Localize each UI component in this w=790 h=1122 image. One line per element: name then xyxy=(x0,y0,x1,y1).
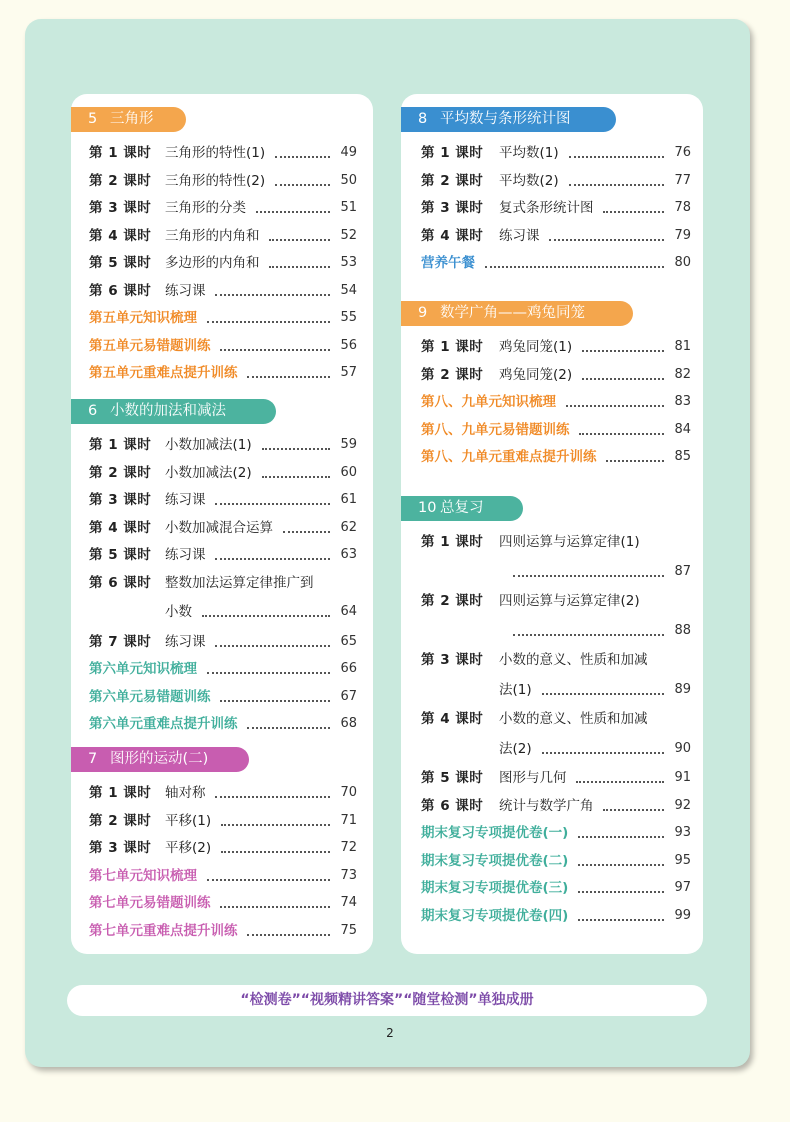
toc-entry[interactable] xyxy=(89,659,357,679)
entry-title: 练习课 xyxy=(499,227,540,244)
toc-entry[interactable] xyxy=(89,838,357,858)
page-number-ref: 89 xyxy=(674,681,691,697)
page-number-ref: 81 xyxy=(674,339,691,354)
lesson-label: 第 2 课时 xyxy=(89,172,152,189)
toc-entry[interactable] xyxy=(89,573,357,593)
entry-title: 三角形的内角和 xyxy=(165,227,260,244)
toc-entry-continuation[interactable] xyxy=(421,680,691,700)
toc-entry[interactable] xyxy=(89,545,357,565)
toc-entry[interactable] xyxy=(89,687,357,707)
dot-leader xyxy=(566,405,664,407)
toc-entry[interactable] xyxy=(421,143,691,163)
unit-title: 平均数与条形统计图 xyxy=(440,111,571,127)
unit-header-5 xyxy=(71,107,186,132)
toc-entry[interactable] xyxy=(89,253,357,273)
page-number-ref: 52 xyxy=(340,227,357,243)
page-number-ref: 75 xyxy=(340,922,357,938)
dot-leader xyxy=(247,934,330,936)
dot-leader xyxy=(485,266,664,268)
page-number-ref: 79 xyxy=(674,227,691,243)
page-number-ref: 88 xyxy=(674,622,691,638)
page-number-ref: 93 xyxy=(674,825,691,840)
toc-entry-continuation[interactable] xyxy=(421,562,691,582)
page-number-ref: 67 xyxy=(340,688,357,704)
lesson-label: 第 1 课时 xyxy=(89,437,152,453)
lesson-label: 第 1 课时 xyxy=(421,145,484,161)
entry-title: 期末复习专项提优卷(三) xyxy=(421,880,569,896)
page-number-ref: 51 xyxy=(340,200,357,215)
dot-leader xyxy=(215,503,330,505)
toc-entry[interactable] xyxy=(89,866,357,886)
entry-title: 第八、九单元重难点提升训练 xyxy=(421,449,597,465)
toc-entry[interactable] xyxy=(421,420,691,440)
toc-entry[interactable] xyxy=(89,336,357,356)
page-number-ref: 61 xyxy=(340,492,357,507)
dot-leader xyxy=(569,184,664,186)
entry-title: 第五单元知识梳理 xyxy=(89,310,197,326)
toc-entry-continuation[interactable] xyxy=(89,602,357,622)
toc-entry[interactable] xyxy=(89,783,357,803)
page-number: 2 xyxy=(386,1026,394,1040)
dot-leader xyxy=(215,796,330,798)
lesson-label: 第 5 课时 xyxy=(421,770,484,786)
dot-leader xyxy=(576,781,664,783)
dot-leader xyxy=(603,211,664,213)
entry-title: 复式条形统计图 xyxy=(499,200,594,216)
entry-title: 期末复习专项提优卷(一) xyxy=(421,825,569,841)
entry-title: 第七单元重难点提升训练 xyxy=(89,922,238,939)
dot-leader xyxy=(569,156,664,158)
entry-title: 期末复习专项提优卷(二) xyxy=(421,852,569,869)
page-number-ref: 60 xyxy=(340,464,357,480)
toc-entry[interactable] xyxy=(89,921,357,941)
dot-leader xyxy=(542,693,664,695)
unit-title: 图形的运动(二) xyxy=(110,751,209,767)
entry-title-continuation: 小数 xyxy=(165,604,192,620)
dot-leader xyxy=(513,575,664,577)
lesson-label: 第 5 课时 xyxy=(89,255,152,271)
page-number-ref: 57 xyxy=(340,365,357,380)
lesson-label: 第 4 课时 xyxy=(421,227,484,244)
entry-title: 多边形的内角和 xyxy=(165,255,260,271)
lesson-label: 第 2 课时 xyxy=(421,172,484,189)
entry-title: 平移(2) xyxy=(165,840,212,856)
toc-entry[interactable] xyxy=(421,823,691,843)
entry-title: 小数的意义、性质和加减 xyxy=(499,711,648,727)
entry-title: 第五单元易错题训练 xyxy=(89,337,211,354)
unit-header-7 xyxy=(71,747,249,772)
page-number-ref: 84 xyxy=(674,421,691,437)
dot-leader xyxy=(207,879,330,881)
lesson-label: 第 3 课时 xyxy=(89,840,152,856)
lesson-label: 第 2 课时 xyxy=(89,812,152,829)
entry-title: 鸡兔同笼(2) xyxy=(499,366,573,383)
lesson-label: 第 4 课时 xyxy=(89,519,152,536)
dot-leader xyxy=(256,211,330,213)
dot-leader xyxy=(578,919,664,921)
page-number-ref: 64 xyxy=(340,604,357,619)
entry-title-continuation: 法(1) xyxy=(499,681,532,698)
entry-title: 平均数(1) xyxy=(499,145,559,161)
entry-title: 小数加减法(2) xyxy=(165,464,252,481)
page-number-ref: 54 xyxy=(340,282,357,298)
footer-note: “检测卷”“视频精讲答案”“随堂检测”单独成册 xyxy=(67,985,707,1016)
entry-title: 统计与数学广角 xyxy=(499,797,594,814)
page-number-ref: 91 xyxy=(674,770,691,785)
dot-leader xyxy=(207,321,330,323)
toc-entry[interactable] xyxy=(89,490,357,510)
dot-leader xyxy=(513,634,664,636)
dot-leader xyxy=(215,558,330,560)
page-number-ref: 83 xyxy=(674,394,691,409)
entry-title: 整数加法运算定律推广到 xyxy=(165,574,314,591)
entry-title: 平移(1) xyxy=(165,812,212,829)
toc-entry[interactable] xyxy=(89,893,357,913)
page-number-ref: 95 xyxy=(674,852,691,868)
page-number-ref: 66 xyxy=(340,661,357,676)
dot-leader xyxy=(207,672,330,674)
unit-title: 三角形 xyxy=(110,111,154,127)
entry-title: 小数的意义、性质和加减 xyxy=(499,652,648,668)
lesson-label: 第 1 课时 xyxy=(89,785,152,801)
entry-title: 轴对称 xyxy=(165,785,206,801)
toc-entry[interactable] xyxy=(421,532,691,552)
dot-leader xyxy=(275,184,330,186)
dot-leader xyxy=(247,376,330,378)
toc-entry-continuation[interactable] xyxy=(421,621,691,641)
dot-leader xyxy=(578,836,664,838)
dot-leader xyxy=(215,645,330,647)
entry-title: 三角形的特性(2) xyxy=(165,172,266,189)
toc-entry[interactable] xyxy=(421,171,691,191)
dot-leader xyxy=(220,349,330,351)
page-number-ref: 49 xyxy=(340,145,357,160)
toc-entry[interactable] xyxy=(89,463,357,483)
toc-entry[interactable] xyxy=(421,365,691,385)
unit-header-10 xyxy=(401,496,523,521)
lesson-label: 第 2 课时 xyxy=(421,593,484,609)
unit-number: 7 xyxy=(88,751,98,767)
dot-leader xyxy=(603,809,664,811)
entry-title: 练习课 xyxy=(165,633,206,650)
toc-entry[interactable] xyxy=(421,198,691,218)
toc-entry[interactable] xyxy=(89,308,357,328)
dot-leader xyxy=(220,906,330,908)
lesson-label: 第 4 课时 xyxy=(89,227,152,244)
lesson-label: 第 1 课时 xyxy=(421,534,484,550)
lesson-label: 第 3 课时 xyxy=(421,200,484,216)
entry-title: 第七单元知识梳理 xyxy=(89,867,197,884)
page-number-ref: 59 xyxy=(340,437,357,452)
entry-title: 期末复习专项提优卷(四) xyxy=(421,907,569,924)
toc-entry[interactable] xyxy=(421,768,691,788)
lesson-label: 第 5 课时 xyxy=(89,547,152,563)
dot-leader xyxy=(578,864,664,866)
dot-leader xyxy=(247,727,330,729)
dot-leader xyxy=(202,615,330,617)
entry-title: 四则运算与运算定律(2) xyxy=(499,593,640,609)
dot-leader xyxy=(582,378,664,380)
lesson-label: 第 4 课时 xyxy=(421,711,484,727)
entry-title: 第六单元易错题训练 xyxy=(89,688,211,705)
toc-entry[interactable] xyxy=(421,591,691,611)
toc-entry[interactable] xyxy=(421,392,691,412)
dot-leader xyxy=(269,266,330,268)
entry-title: 四则运算与运算定律(1) xyxy=(499,534,640,550)
toc-entry[interactable] xyxy=(421,796,691,816)
dot-leader xyxy=(275,156,330,158)
toc-entry[interactable] xyxy=(421,878,691,898)
toc-entry[interactable] xyxy=(421,226,691,246)
page-number-ref: 90 xyxy=(674,740,691,756)
entry-title: 第五单元重难点提升训练 xyxy=(89,365,238,381)
toc-entry[interactable] xyxy=(89,363,357,383)
dot-leader xyxy=(221,824,330,826)
dot-leader xyxy=(221,851,330,853)
page-number-ref: 77 xyxy=(674,172,691,188)
unit-title: 总复习 xyxy=(440,500,484,516)
toc-entry[interactable] xyxy=(89,143,357,163)
dot-leader xyxy=(220,700,330,702)
lesson-label: 第 6 课时 xyxy=(89,282,152,299)
page-number-ref: 62 xyxy=(340,519,357,535)
page-number-ref: 70 xyxy=(340,785,357,800)
page-number-ref: 76 xyxy=(674,145,691,160)
toc-entry[interactable] xyxy=(421,906,691,926)
toc-entry[interactable] xyxy=(89,811,357,831)
unit-header-6 xyxy=(71,399,276,424)
unit-header-8 xyxy=(401,107,616,132)
unit-number: 8 xyxy=(418,111,428,127)
entry-title: 营养午餐 xyxy=(421,255,475,271)
toc-entry[interactable] xyxy=(421,709,691,729)
entry-title: 平均数(2) xyxy=(499,172,559,189)
page-number-ref: 72 xyxy=(340,840,357,855)
page-number-ref: 85 xyxy=(674,449,691,464)
entry-title: 练习课 xyxy=(165,282,206,299)
lesson-label: 第 6 课时 xyxy=(89,574,152,591)
page-number-ref: 68 xyxy=(340,716,357,731)
toc-entry[interactable] xyxy=(421,851,691,871)
page-number-ref: 71 xyxy=(340,812,357,828)
dot-leader xyxy=(549,239,664,241)
page-number-ref: 97 xyxy=(674,880,691,895)
page-number-ref: 56 xyxy=(340,337,357,353)
toc-entry[interactable] xyxy=(89,632,357,652)
lesson-label: 第 3 课时 xyxy=(421,652,484,668)
entry-title: 第六单元重难点提升训练 xyxy=(89,716,238,732)
entry-title: 第六单元知识梳理 xyxy=(89,661,197,677)
entry-title: 小数加减混合运算 xyxy=(165,519,273,536)
dot-leader xyxy=(269,239,330,241)
lesson-label: 第 6 课时 xyxy=(421,797,484,814)
toc-entry[interactable] xyxy=(89,281,357,301)
dot-leader xyxy=(582,350,664,352)
unit-number: 5 xyxy=(88,111,98,127)
toc-entry[interactable] xyxy=(421,447,691,467)
toc-entry[interactable] xyxy=(89,714,357,734)
page-number-ref: 78 xyxy=(674,200,691,215)
unit-number: 10 xyxy=(418,500,437,516)
entry-title: 练习课 xyxy=(165,492,206,508)
unit-title: 小数的加法和减法 xyxy=(110,403,226,419)
page-number-ref: 55 xyxy=(340,310,357,325)
unit-title: 数学广角——鸡兔同笼 xyxy=(440,305,585,321)
page-number-ref: 65 xyxy=(340,633,357,649)
page-number-ref: 87 xyxy=(674,563,691,579)
page-number-ref: 74 xyxy=(340,895,357,910)
toc-entry[interactable] xyxy=(89,518,357,538)
lesson-label: 第 2 课时 xyxy=(421,366,484,383)
entry-title-continuation: 法(2) xyxy=(499,740,532,757)
entry-title: 三角形的分类 xyxy=(165,200,246,216)
entry-title: 第七单元易错题训练 xyxy=(89,895,211,911)
lesson-label: 第 3 课时 xyxy=(89,200,152,216)
page-number-ref: 50 xyxy=(340,172,357,188)
dot-leader xyxy=(283,531,330,533)
page-number-ref: 63 xyxy=(340,547,357,562)
toc-entry[interactable] xyxy=(89,226,357,246)
toc-entry[interactable] xyxy=(89,435,357,455)
page-number-ref: 53 xyxy=(340,255,357,270)
page-number-ref: 82 xyxy=(674,366,691,382)
entry-title: 图形与几何 xyxy=(499,770,567,786)
page-number-ref: 99 xyxy=(674,907,691,923)
dot-leader xyxy=(542,752,664,754)
toc-entry[interactable] xyxy=(421,650,691,670)
page-number-ref: 73 xyxy=(340,867,357,883)
dot-leader xyxy=(579,433,664,435)
lesson-label: 第 2 课时 xyxy=(89,464,152,481)
dot-leader xyxy=(262,476,330,478)
toc-entry[interactable] xyxy=(89,198,357,218)
lesson-label: 第 7 课时 xyxy=(89,633,152,650)
page-number-ref: 80 xyxy=(674,255,691,270)
lesson-label: 第 1 课时 xyxy=(89,145,152,161)
entry-title: 小数加减法(1) xyxy=(165,437,252,453)
entry-title: 鸡兔同笼(1) xyxy=(499,339,573,355)
dot-leader xyxy=(606,460,664,462)
lesson-label: 第 1 课时 xyxy=(421,339,484,355)
entry-title: 第八、九单元易错题训练 xyxy=(421,421,570,438)
toc-entry-continuation[interactable] xyxy=(421,739,691,759)
toc-entry[interactable] xyxy=(421,253,691,273)
page-number-ref: 92 xyxy=(674,797,691,813)
unit-number: 9 xyxy=(418,305,428,321)
dot-leader xyxy=(215,294,330,296)
toc-entry[interactable] xyxy=(421,337,691,357)
dot-leader xyxy=(578,891,664,893)
lesson-label: 第 3 课时 xyxy=(89,492,152,508)
unit-header-9 xyxy=(401,301,633,326)
entry-title: 第八、九单元知识梳理 xyxy=(421,394,556,410)
entry-title: 练习课 xyxy=(165,547,206,563)
toc-entry[interactable] xyxy=(89,171,357,191)
dot-leader xyxy=(262,448,330,450)
entry-title: 三角形的特性(1) xyxy=(165,145,266,161)
unit-number: 6 xyxy=(88,403,98,419)
